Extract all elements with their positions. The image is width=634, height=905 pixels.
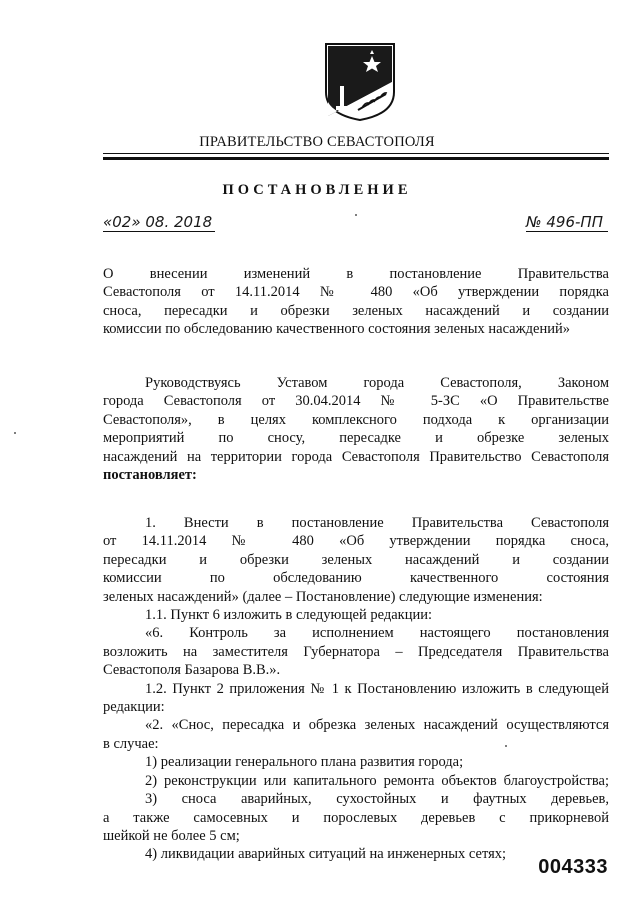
date-day: 02	[112, 213, 132, 231]
preamble-line: Севастополя», в целях комплексного подхода к организации	[103, 411, 609, 428]
scan-speck	[355, 214, 357, 216]
preamble-line: мероприятий по сносу, пересадке и обрезке зеленых	[103, 430, 609, 447]
date-quote-close: »	[131, 213, 141, 231]
subject-line: О внесении изменений в постановление Правительства	[103, 266, 609, 282]
item-1-line: 1. Внести в постановление Правительства Севастополя	[145, 515, 609, 531]
preamble-decree-line	[103, 466, 609, 484]
number-handwritten: 496-ПП	[546, 213, 603, 231]
preamble-line: Руководствуясь Уставом города Севастополя, Законом	[145, 375, 609, 391]
document-number-field	[526, 211, 608, 232]
decree-word: постановляет	[103, 467, 193, 484]
item-1-2-quote-line: в случае:	[103, 735, 159, 752]
preamble-paragraph	[103, 374, 609, 484]
date-month-year: 08. 2018	[140, 213, 213, 231]
item-1-line: зеленых насаждений» (далее – Постановление) следующие изменения:	[103, 588, 543, 605]
case-3-line: шейкой не более 5 см;	[103, 827, 240, 844]
document-number	[526, 213, 603, 231]
item-1-2-line: 1.2. Пункт 2 приложения № 1 к Постановлению изложить в следующей	[145, 680, 609, 697]
case-3-line: а также самосевных и порослевых деревьев с прикорневой	[103, 809, 609, 826]
document-subject	[103, 265, 609, 339]
item-1-2-quote-line: «2. «Снос, пересадка и обрезка зеленых насаждений осуществляются	[145, 717, 609, 734]
government-title: ПРАВИТЕЛЬСТВО СЕВАСТОПОЛЯ	[199, 134, 435, 150]
scan-speck	[505, 745, 507, 747]
case-1: 1) реализации генерального плана развития города;	[145, 754, 464, 771]
item-1-2-line: редакции:	[103, 699, 165, 716]
item-1-paragraph	[103, 514, 609, 864]
item-1-line: пересадки и обрезки зеленых насаждений и создании	[103, 551, 609, 568]
date-quote-open: «	[103, 213, 113, 231]
item-1-1-heading: 1.1. Пункт 6 изложить в следующей редакции:	[145, 607, 433, 624]
case-3-line: 3) сноса аварийных, сухостойных и фаутных деревьев,	[145, 791, 609, 808]
header-rule-thick	[103, 157, 609, 160]
subject-line: сноса, пересадки и обрезки зеленых насаждений и создании	[103, 302, 609, 319]
subject-line: комиссии по обследованию качественного состояния зеленых насаждений»	[103, 321, 570, 338]
item-1-1-line: «6. Контроль за исполнением настоящего постановления	[145, 625, 609, 642]
date-field	[103, 211, 215, 232]
preamble-line: города Севастополя от 30.04.2014 № 5-ЗС «О Правительстве	[103, 393, 609, 410]
item-1-line: комиссии по обследованию качественного состояния	[103, 570, 609, 587]
number-prefix: №	[526, 213, 547, 231]
item-1-1-line: Севастополя Базарова В.В.».	[103, 662, 281, 679]
sevastopol-coat-of-arms-icon	[322, 42, 398, 122]
subject-line: Севастополя от 14.11.2014 № 480 «Об утверждении порядка	[103, 284, 609, 301]
case-2: 2) реконструкции или капитального ремонта объектов благоустройства;	[145, 772, 609, 789]
item-1-line: от 14.11.2014 № 480 «Об утверждении порядка сноса,	[103, 533, 609, 550]
item-1-1-line: возложить на заместителя Губернатора – Председателя Правительства	[103, 643, 609, 660]
form-serial-number: 004333	[538, 856, 608, 878]
preamble-line: насаждений на территории города Севастополя Правительство Севастополя	[103, 448, 609, 465]
case-4: 4) ликвидации аварийных ситуаций на инженерных сетях;	[145, 846, 507, 863]
decree-colon: :	[192, 467, 197, 484]
header-rule-thin	[103, 153, 609, 154]
date-handwritten	[103, 213, 212, 231]
document-type-title: ПОСТАНОВЛЕНИЕ	[222, 182, 412, 198]
scan-speck	[14, 432, 16, 434]
